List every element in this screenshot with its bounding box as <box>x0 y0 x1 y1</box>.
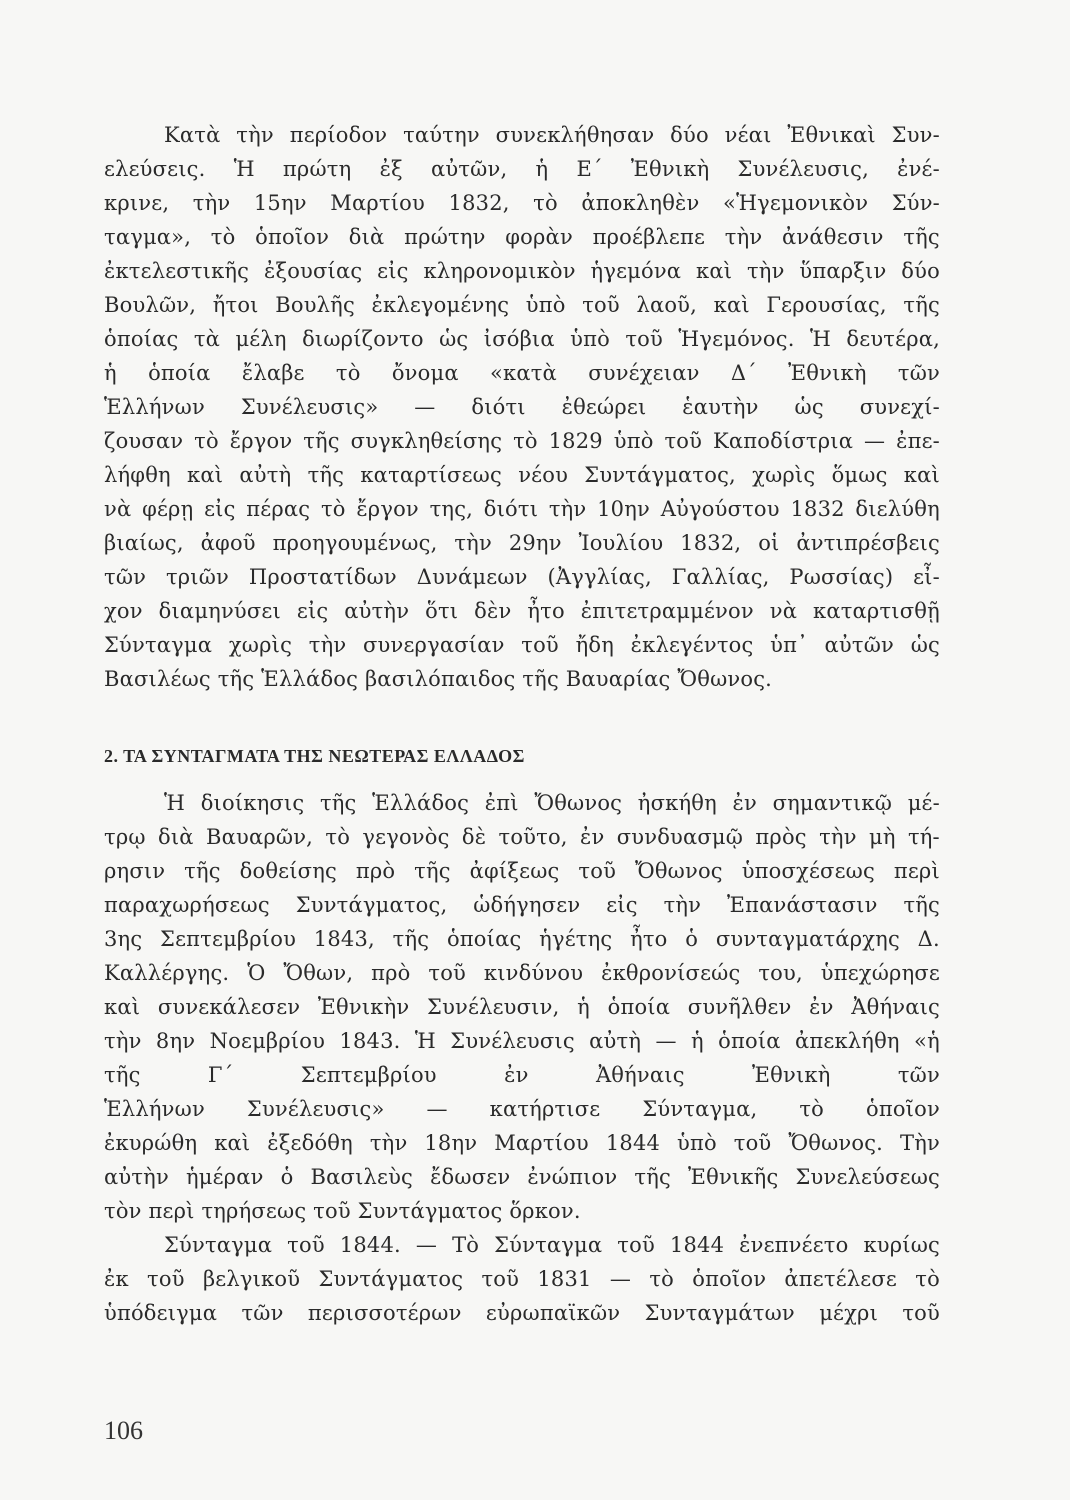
text-line: κρινε, τὴν 15ην Μαρτίου 1832, τὸ ἀποκληθὲν «Ἡγεμονικὸν Σύν- <box>104 191 940 215</box>
text-line: ταγμα», τὸ ὁποῖον διὰ πρώτην φορὰν προέβλεπε τὴν ἀνάθεσιν τῆς <box>104 225 940 249</box>
text-line: χον διαμηνύσει εἰς αὐτὴν ὅτι δὲν ἦτο ἐπιτετραμμένον νὰ καταρτισθῇ <box>104 599 940 623</box>
text-line: παραχωρήσεως Συντάγματος, ὡδήγησεν εἰς τὴν Ἐπανάστασιν τῆς <box>104 893 940 917</box>
paragraph-3 <box>104 1228 940 1330</box>
text-line: ελεύσεις. Ἡ πρώτη ἐξ αὐτῶν, ἡ Ε΄ Ἐθνικὴ Συνέλευσις, ἐνέ- <box>104 157 940 181</box>
text-line: Ἑλλήνων Συνέλευσις» — διότι ἐθεώρει ἑαυτὴν ὡς συνεχί- <box>104 395 940 419</box>
text-line: τρῳ διὰ Βαυαρῶν, τὸ γεγονὸς δὲ τοῦτο, ἐν συνδυασμῷ πρὸς τὴν μὴ τή- <box>104 825 940 849</box>
text-line: ἡ ὁποία ἔλαβε τὸ ὄνομα «κατὰ συνέχειαν Δ΄ Ἐθνικὴ τῶν <box>104 361 940 385</box>
text-line: ἐκτελεστικῆς ἐξουσίας εἰς κληρονομικὸν ἡγεμόνα καὶ τὴν ὕπαρξιν δύο <box>104 259 940 283</box>
text-line: καὶ συνεκάλεσεν Ἐθνικὴν Συνέλευσιν, ἡ ὁποία συνῆλθεν ἐν Ἀθήναις <box>104 995 940 1019</box>
text-line: τῶν τριῶν Προστατίδων Δυνάμεων (Ἀγγλίας, Γαλλίας, Ρωσσίας) εἶ- <box>104 565 940 589</box>
text-line: Βουλῶν, ἤτοι Βουλῆς ἐκλεγομένης ὑπὸ τοῦ λαοῦ, καὶ Γερουσίας, τῆς <box>104 293 940 317</box>
text-line: βιαίως, ἀφοῦ προηγουμένως, τὴν 29ην Ἰουλίου 1832, οἱ ἀντιπρέσβεις <box>104 531 940 555</box>
text-line: Σύνταγμα τοῦ 1844. — Τὸ Σύνταγμα τοῦ 1844 ἐνεπνέετο κυρίως <box>164 1233 940 1257</box>
text-line: τὸν περὶ τηρήσεως τοῦ Συντάγματος ὅρκον. <box>104 1199 581 1223</box>
text-line: τὴν 8ην Νοεμβρίου 1843. Ἡ Συνέλευσις αὐτὴ — ἡ ὁποία ἀπεκλήθη «ἡ <box>104 1029 940 1053</box>
section-heading: 2. ΤΑ ΣΥΝΤΑΓΜΑΤΑ ΤΗΣ ΝΕΩΤΕΡΑΣ ΕΛΛΑΔΟΣ <box>104 746 525 766</box>
text-line: νὰ φέρῃ εἰς πέρας τὸ ἔργον της, διότι τὴν 10ην Αὐγούστου 1832 διελύθη <box>104 497 940 521</box>
text-line: ὑπόδειγμα τῶν περισσοτέρων εὐρωπαϊκῶν Συνταγμάτων μέχρι τοῦ <box>104 1301 940 1325</box>
text-line: αὐτὴν ἡμέραν ὁ Βασιλεὺς ἔδωσεν ἐνώπιον τῆς Ἐθνικῆς Συνελεύσεως <box>104 1165 940 1189</box>
text-line: λήφθη καὶ αὐτὴ τῆς καταρτίσεως νέου Συντάγματος, χωρὶς ὅμως καὶ <box>104 463 940 487</box>
paragraph-2 <box>104 786 940 1228</box>
text-line: Βασιλέως τῆς Ἑλλάδος βασιλόπαιδος τῆς Βαυαρίας Ὄθωνος. <box>104 667 773 691</box>
text-line: ρησιν τῆς δοθείσης πρὸ τῆς ἀφίξεως τοῦ Ὄθωνος ὑποσχέσεως περὶ <box>104 859 940 883</box>
page-number: 106 <box>104 1416 143 1445</box>
paragraph-1 <box>104 118 940 696</box>
text-line: Σύνταγμα χωρὶς τὴν συνεργασίαν τοῦ ἤδη ἐκλεγέντος ὑπ᾿ αὐτῶν ὡς <box>104 633 940 657</box>
text-line: ἐκ τοῦ βελγικοῦ Συντάγματος τοῦ 1831 — τὸ ὁποῖον ἀπετέλεσε τὸ <box>104 1267 940 1291</box>
text-line: 3ης Σεπτεμβρίου 1843, τῆς ὁποίας ἡγέτης ἦτο ὁ συνταγματάρχης Δ. <box>104 927 940 951</box>
text-line: ἐκυρώθη καὶ ἐξεδόθη τὴν 18ην Μαρτίου 1844 ὑπὸ τοῦ Ὄθωνος. Τὴν <box>104 1131 940 1155</box>
page-body <box>104 118 940 1330</box>
text-line: Κατὰ τὴν περίοδον ταύτην συνεκλήθησαν δύο νέαι Ἐθνικαὶ Συν- <box>164 123 940 147</box>
text-line: Ἑλλήνων Συνέλευσις» — κατήρτισε Σύνταγμα, τὸ ὁποῖον <box>104 1097 940 1121</box>
text-line: Καλλέργης. Ὁ Ὄθων, πρὸ τοῦ κινδύνου ἐκθρονίσεώς του, ὑπεχώρησε <box>104 961 940 985</box>
text-line: Ἡ διοίκησις τῆς Ἑλλάδος ἐπὶ Ὄθωνος ἠσκήθη ἐν σημαντικῷ μέ- <box>164 791 940 815</box>
text-line: ὁποίας τὰ μέλη διωρίζοντο ὡς ἰσόβια ὑπὸ τοῦ Ἡγεμόνος. Ἡ δευτέρα, <box>104 327 940 351</box>
text-line: ζουσαν τὸ ἔργον τῆς συγκληθείσης τὸ 1829 ὑπὸ τοῦ Καποδίστρια — ἐπε- <box>104 429 940 453</box>
text-line: τῆς Γ΄ Σεπτεμβρίου ἐν Ἀθήναις Ἐθνικὴ τῶν <box>104 1063 940 1087</box>
